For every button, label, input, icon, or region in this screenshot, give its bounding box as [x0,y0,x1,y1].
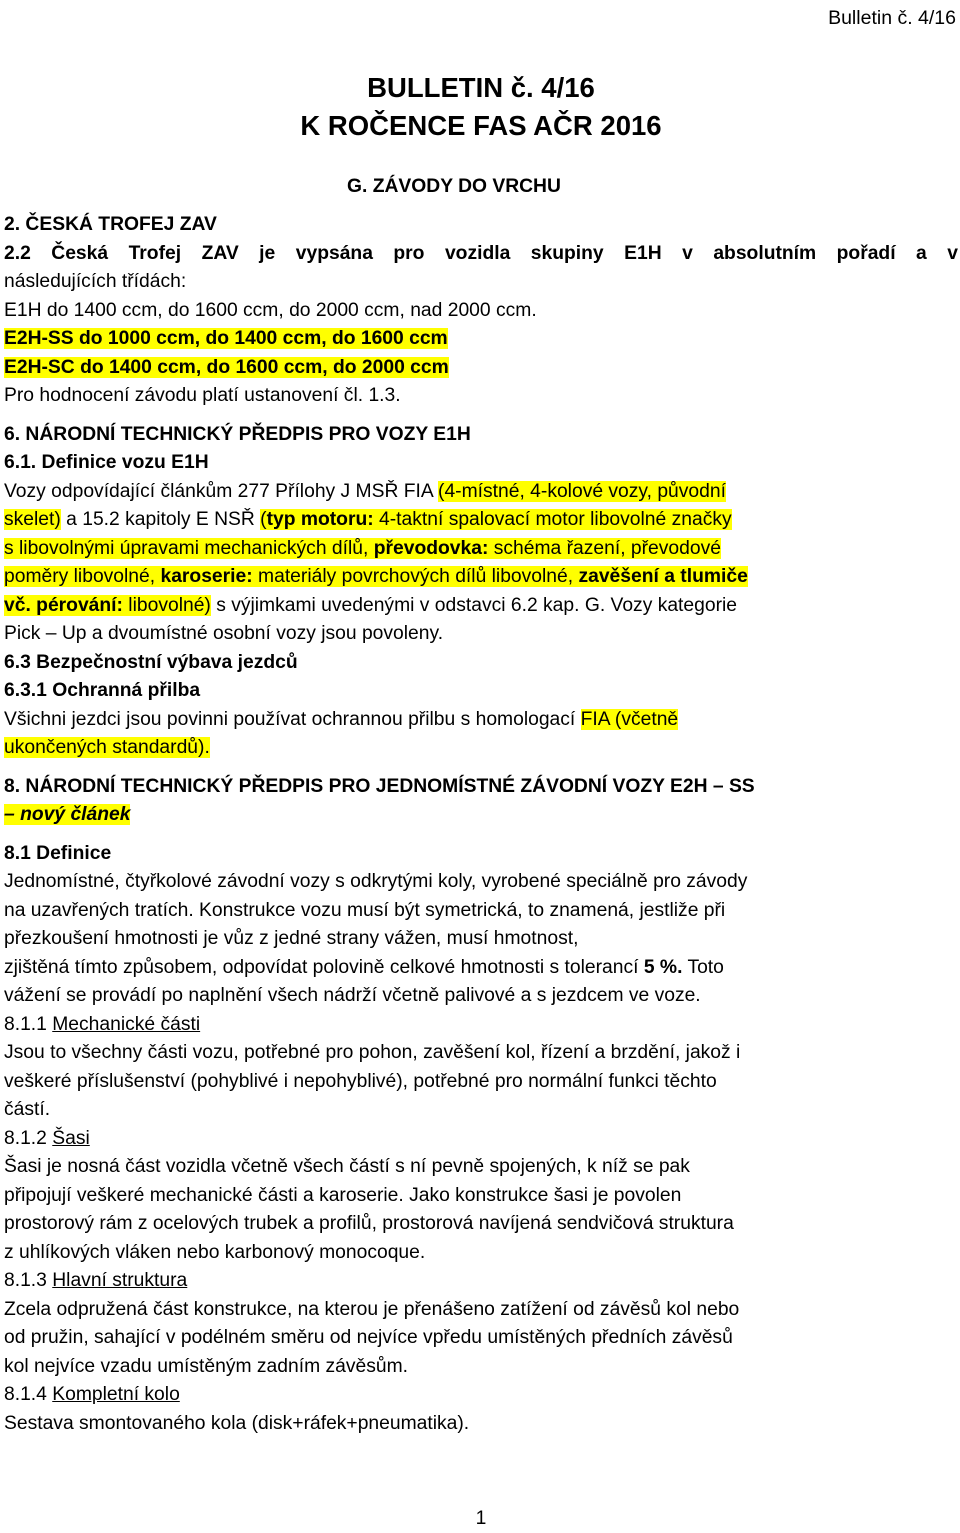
highlighted-bold-text: karoserie: [160,566,253,587]
paragraph-line: Zcela odpružená část konstrukce, na kterou je přenášeno zatížení od závěsů kol nebo [4,1298,740,1320]
paragraph-line: na uzavřených tratích. Konstrukce vozu musí být symetrická, to znamená, jestliže při [4,899,726,921]
subsection-heading: 6.3.1 Ochranná přilba [4,680,201,701]
subsection-heading: 8.1 Definice [4,842,112,864]
text-run: Toto [682,956,724,978]
highlighted-text: (4-místné, 4-kolové vozy, původní [438,480,726,502]
section-g-heading: G. ZÁVODY DO VRCHU [347,176,561,197]
highlighted-text: materiály povrchových dílů libovolné, [252,566,579,587]
paragraph-line [4,733,958,762]
highlighted-text: E2H-SS do 1000 ccm, do 1400 ccm, do 1600 ccm [4,328,448,349]
paragraph-line [4,477,958,506]
document-title: BULLETIN č. 4/16 [367,72,595,103]
document-body [4,210,958,1437]
highlighted-text: libovolné) [122,594,211,616]
paragraph-line: vážení se provádí po naplnění všech nádrží včetně palivové a s jezdcem ve voze. [4,985,701,1006]
paragraph-line [4,591,958,620]
paragraph-line [4,562,958,591]
highlighted-text: FIA (včetně [580,708,679,730]
paragraph-line: z uhlíkových vláken nebo karbonový monocoque. [4,1241,426,1263]
text-run: a 15.2 kapitoly E NSŘ [60,509,261,530]
subsection-heading [4,1380,958,1409]
paragraph-line: následujících třídách: [4,271,187,292]
paragraph-line: veškeré příslušenství (pohyblivé i nepohyblivé), potřebné pro normální funkci těchto [4,1070,717,1092]
text-run: 8.1.4 [4,1384,53,1405]
paragraph-line: připojují veškeré mechanické části a karoserie. Jako konstrukce šasi je povolen [4,1184,682,1206]
underlined-title: Hlavní struktura [52,1270,188,1291]
highlighted-bold-text: typ motoru: [266,509,374,530]
highlighted-text: s libovolnými úpravami mechanických dílů, [4,537,374,559]
highlighted-text: ukončených standardů). [4,737,210,758]
bold-text: 5 %. [643,956,683,978]
paragraph-line [4,324,958,353]
subsection-heading: 6.3 Bezpečnostní výbava jezdců [4,651,298,673]
text-run: zjištěná tímto způsobem, odpovídat polovině celkové hmotnosti s tolerancí [4,956,644,978]
paragraph-line: přezkoušení hmotnosti je vůz z jedné strany vážen, musí hmotnost, [4,928,579,949]
subsection-heading [4,1124,958,1153]
highlighted-text: schéma řazení, převodové [488,537,721,559]
text-run: Vozy odpovídající článkům 277 Přílohy J MSŘ FIA [4,480,439,502]
paragraph-line [4,505,958,534]
paragraph-line: E1H do 1400 ccm, do 1600 ccm, do 2000 ccm, nad 2000 ccm. [4,299,537,321]
highlighted-bold-text: převodovka: [373,537,489,559]
paragraph-line: kol nejvíce vzadu umístěným zadním závěsům. [4,1355,409,1377]
paragraph-line: Jsou to všechny části vozu, potřebné pro pohon, zavěšení kol, řízení a brzdění, jakož i [4,1042,741,1063]
highlighted-text: ( [260,509,267,530]
section-6-heading: 6. NÁRODNÍ TECHNICKÝ PŘEDPIS PRO VOZY E1H [4,423,471,445]
highlighted-bold-text: zavěšení a tlumiče [578,566,748,587]
paragraph-line [4,239,958,268]
paragraph-line: Šasi je nosná část vozidla včetně všech částí s ní pevně spojených, k níž se pak [4,1156,690,1177]
text-run: 8.1.3 [4,1270,53,1291]
text-run: 8.1.2 [4,1127,53,1149]
highlighted-text: 4-taktní spalovací motor libovolné značky [373,509,732,530]
paragraph-line [4,953,958,982]
underlined-title: Šasi [52,1127,90,1149]
paragraph-line [4,353,958,382]
paragraph-line: Sestava smontovaného kola (disk+ráfek+pneumatika). [4,1412,470,1434]
section-8-heading: 8. NÁRODNÍ TECHNICKÝ PŘEDPIS PRO JEDNOMÍSTNÉ ZÁVODNÍ VOZY E2H – SS [4,775,755,797]
document-subtitle: K ROČENCE FAS AČR 2016 [300,110,662,141]
text-run: 2.2 Česká Trofej ZAV je vypsána pro vozidla skupiny E1H v absolutním pořadí a v [4,242,958,264]
underlined-title: Mechanické části [52,1013,201,1035]
subsection-heading [4,1010,958,1039]
text-run: 8.1.1 [4,1013,53,1035]
paragraph-line: Pick – Up a dvoumístné osobní vozy jsou povoleny. [4,623,444,644]
spacer [4,410,958,420]
paragraph-line: od pružin, sahající v podélném směru od nejvíce vpředu umístěných předních závěsů [4,1327,733,1348]
highlighted-bold-text: vč. pérování: [4,594,123,616]
highlighted-text: E2H-SC do 1400 ccm, do 1600 ccm, do 2000 ccm [4,356,449,378]
spacer [4,762,958,772]
highlighted-bold-text: – nový článek [4,804,131,825]
paragraph-line: Jednomístné, čtyřkolové závodní vozy s odkrytými koly, vyrobené speciálně pro závody [4,871,748,892]
subsection-heading: 6.1. Definice vozu E1H [4,452,209,473]
subsection-heading [4,1266,958,1295]
text-run: s výjimkami uvedenými v odstavci 6.2 kap. G. Vozy kategorie [210,594,738,616]
text-run: Všichni jezdci jsou povinni používat ochrannou přilbu s homologací [4,708,581,730]
paragraph-line: částí. [4,1099,51,1120]
paragraph-line [4,800,958,829]
highlighted-text: skelet) [4,509,61,530]
section-2-heading: 2. ČESKÁ TROFEJ ZAV [4,214,217,235]
spacer [4,829,958,839]
highlighted-text: poměry libovolné, [4,566,161,587]
paragraph-line: prostorový rám z ocelových trubek a profilů, prostorová navíjená sendvičová struktura [4,1213,734,1234]
paragraph-line [4,534,958,563]
underlined-title: Kompletní kolo [52,1384,180,1405]
page-number: 1 [475,1508,487,1529]
paragraph-line [4,705,958,734]
paragraph-line: Pro hodnocení závodu platí ustanovení čl. 1.3. [4,385,401,406]
running-header: Bulletin č. 4/16 [828,7,956,29]
